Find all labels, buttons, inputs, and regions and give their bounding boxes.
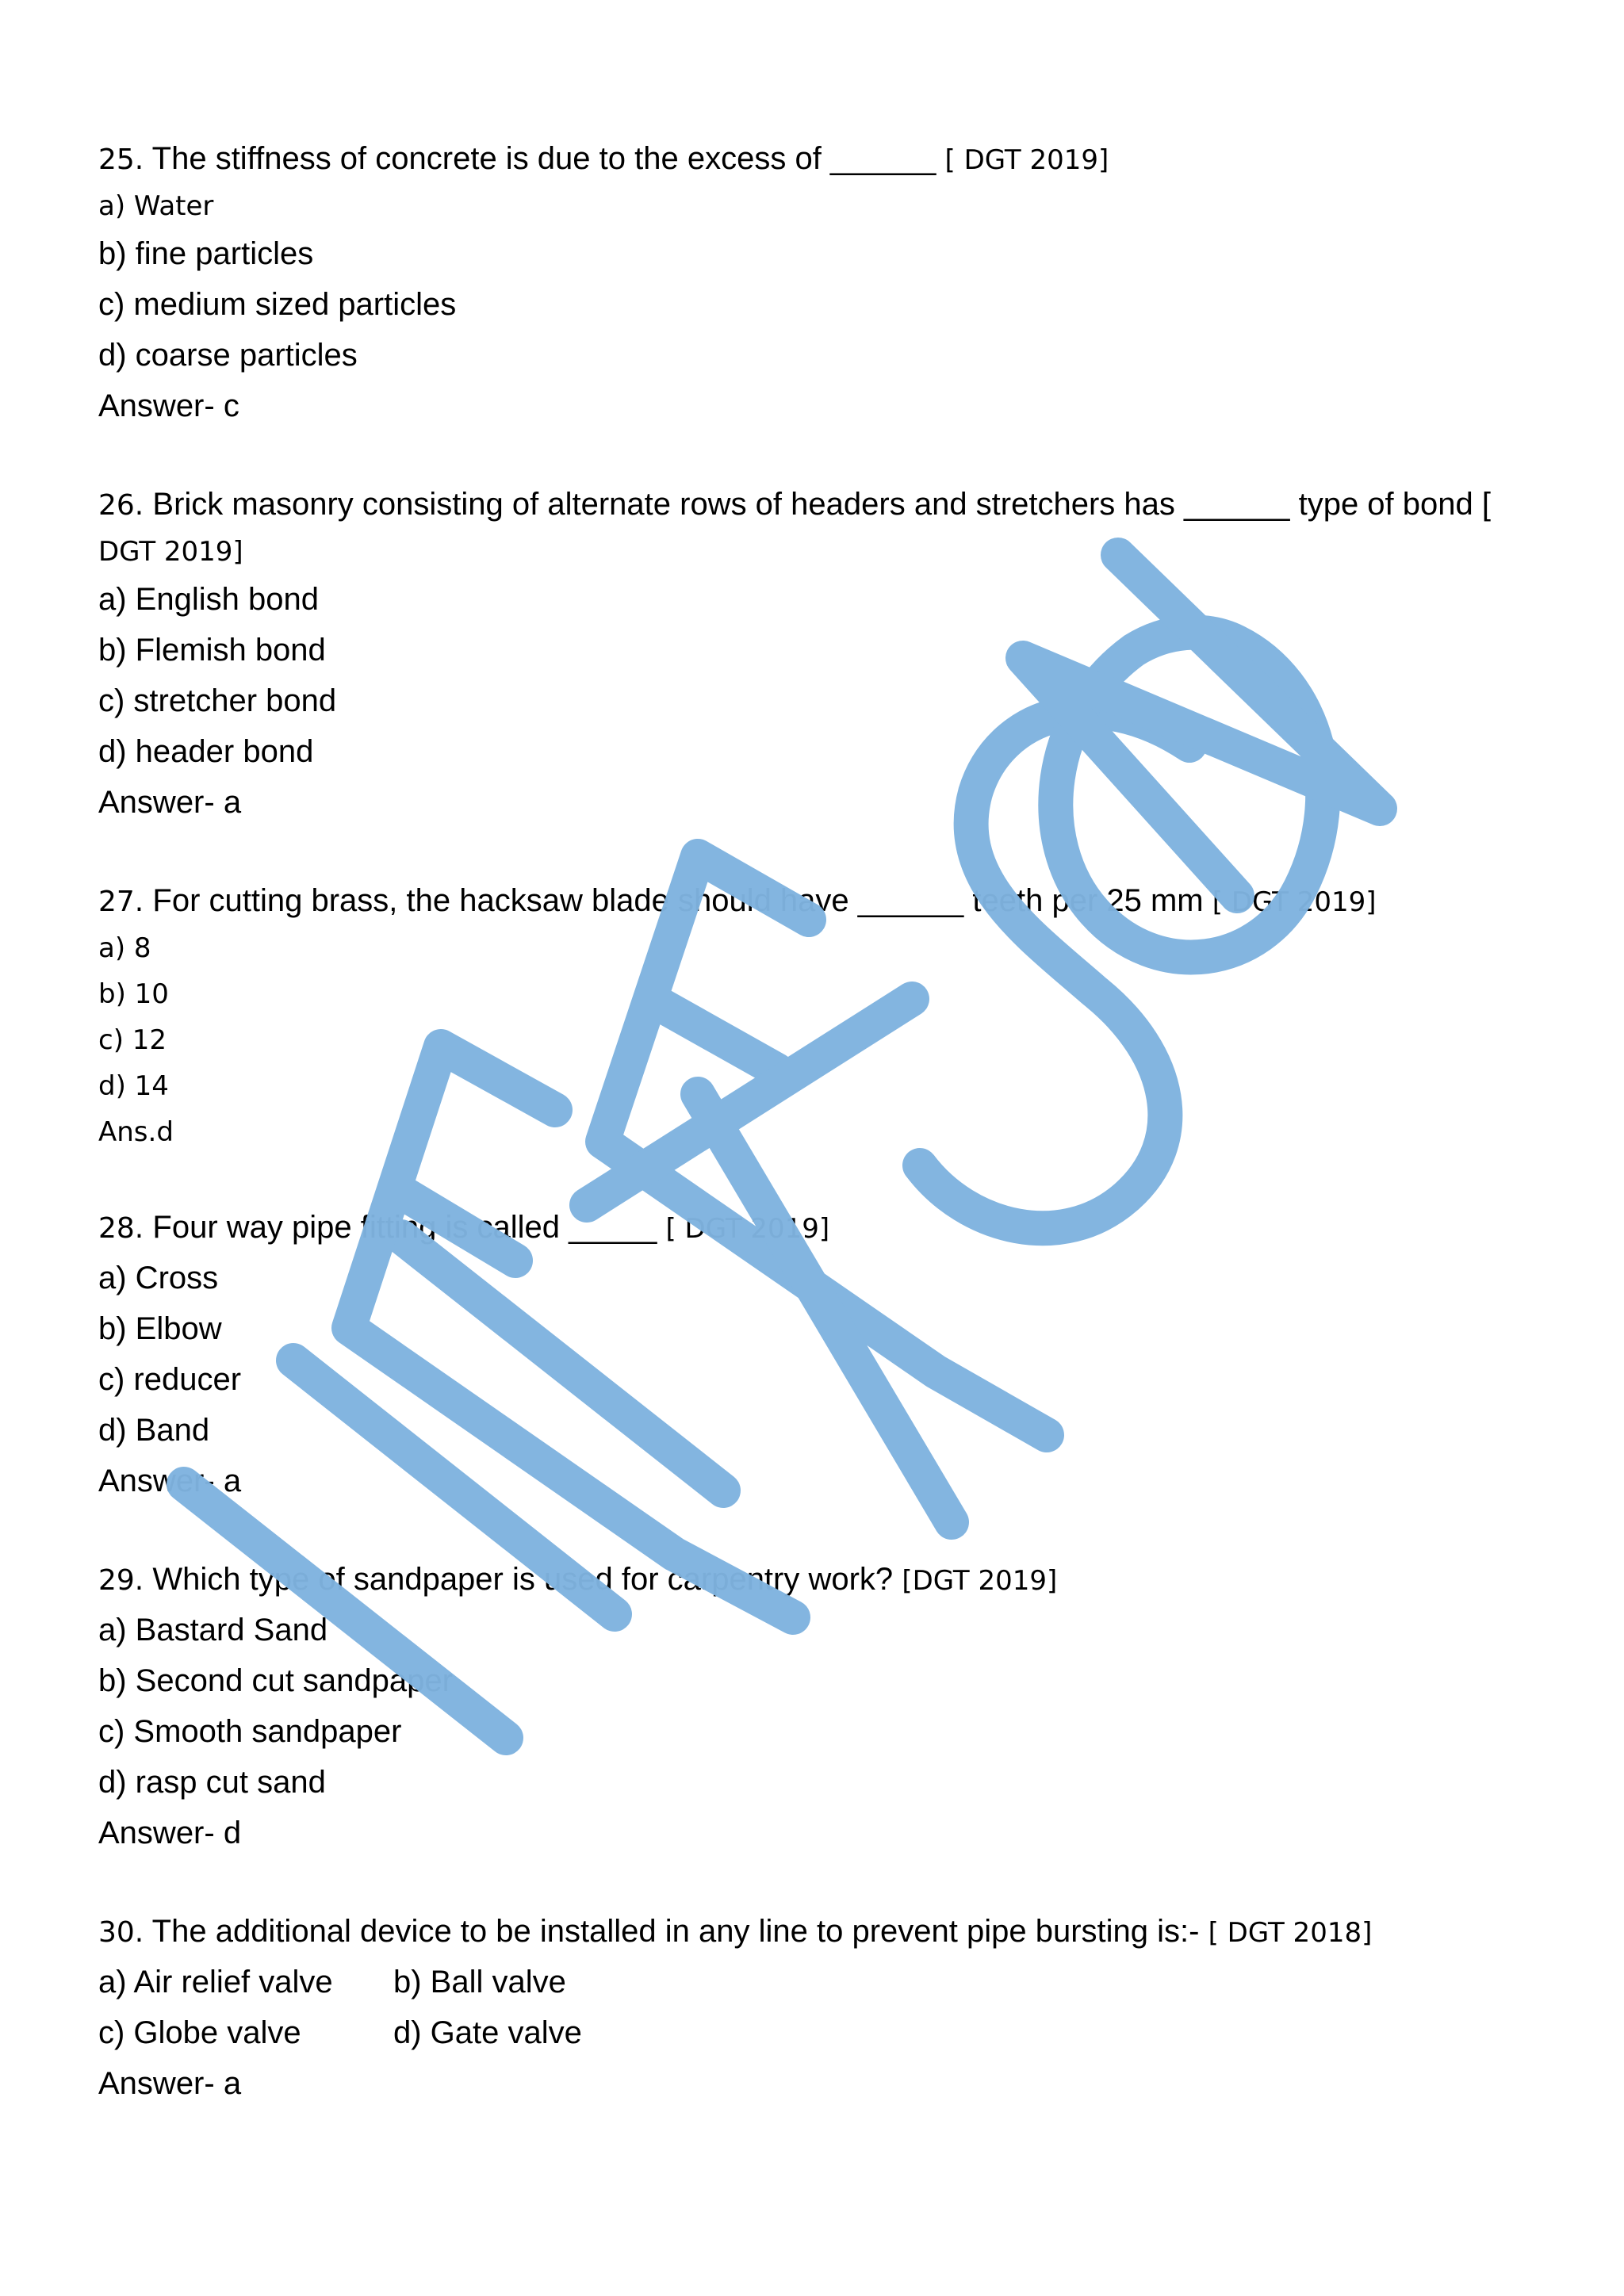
- answer: Answer- d: [98, 1816, 242, 1850]
- watermark-letter-e2: [603, 856, 1047, 1435]
- question-tag: [ DGT 2018]: [1208, 1917, 1373, 1949]
- question-number: 30.: [98, 1916, 144, 1949]
- answer: Answer- a: [98, 785, 242, 820]
- question-text: Four way pipe fitting is called _____: [152, 1210, 657, 1245]
- option-c: c) Globe valve: [98, 2015, 301, 2050]
- option-c: c) 12: [98, 1024, 167, 1056]
- option-b: b) fine particles: [98, 236, 314, 271]
- question-text: The stiffness of concrete is due to the excess of ______: [151, 141, 936, 176]
- question-number: 27.: [98, 886, 144, 918]
- question-text: For cutting brass, the hacksaw blade should have ______ teeth per 25 mm: [152, 883, 1204, 918]
- watermark-letter-e1: [349, 1047, 793, 1617]
- question-29: [98, 1560, 1057, 1600]
- option-d: d) Gate valve: [393, 2015, 582, 2050]
- question-tag: DGT 2019]: [98, 536, 243, 568]
- option-a: a) Water: [98, 190, 214, 222]
- watermark-letter-t: [587, 999, 952, 1522]
- answer: Answer- c: [98, 388, 239, 423]
- question-tag: [ DGT 2019]: [1212, 886, 1377, 918]
- option-b: b) Elbow: [98, 1311, 222, 1346]
- option-b: b) Second cut sandpaper: [98, 1663, 453, 1698]
- option-c: c) Smooth sandpaper: [98, 1714, 402, 1749]
- option-a: a) Cross: [98, 1261, 219, 1295]
- question-text: Brick masonry consisting of alternate rows of headers and stretchers has ______ type of bond [: [152, 487, 1491, 522]
- question-27: [98, 882, 1377, 921]
- option-a: a) 8: [98, 932, 151, 964]
- option-d: d) coarse particles: [98, 338, 358, 373]
- question-text: Which type of sandpaper is used for carpentry work?: [152, 1562, 894, 1597]
- question-tag: [DGT 2019]: [902, 1565, 1058, 1597]
- question-number: 29.: [98, 1564, 144, 1597]
- question-tag: [ DGT 2019]: [944, 144, 1109, 176]
- option-d: d) rasp cut sand: [98, 1765, 326, 1800]
- question-tag: [ DGT 2019]: [665, 1213, 830, 1245]
- option-a: a) English bond: [98, 582, 319, 617]
- watermark-letter-n: [1023, 555, 1380, 896]
- option-c: c) stretcher bond: [98, 683, 337, 718]
- answer: Ans.d: [98, 1116, 174, 1148]
- option-c: c) medium sized particles: [98, 287, 457, 322]
- watermark-letter-s: [920, 711, 1189, 1228]
- option-c: c) reducer: [98, 1362, 242, 1397]
- question-text: The additional device to be installed in any line to prevent pipe bursting is:-: [151, 1914, 1200, 1949]
- option-a: a) Air relief valve: [98, 1965, 333, 1999]
- option-d: d) Band: [98, 1413, 210, 1448]
- question-number: 26.: [98, 489, 144, 522]
- question-26: [98, 485, 1491, 525]
- option-d: d) 14: [98, 1070, 169, 1102]
- option-a: a) Bastard Sand: [98, 1613, 328, 1647]
- question-28: [98, 1208, 829, 1248]
- question-30: [98, 1912, 1372, 1952]
- question-number: 25.: [98, 144, 144, 176]
- question-number: 28.: [98, 1212, 144, 1245]
- answer: Answer- a: [98, 2066, 242, 2101]
- option-b: b) 10: [98, 978, 169, 1010]
- answer: Answer- a: [98, 1464, 242, 1498]
- option-b: b) Flemish bond: [98, 633, 326, 668]
- option-b: b) Ball valve: [393, 1965, 566, 1999]
- question-25: [98, 140, 1109, 179]
- option-d: d) header bond: [98, 734, 314, 769]
